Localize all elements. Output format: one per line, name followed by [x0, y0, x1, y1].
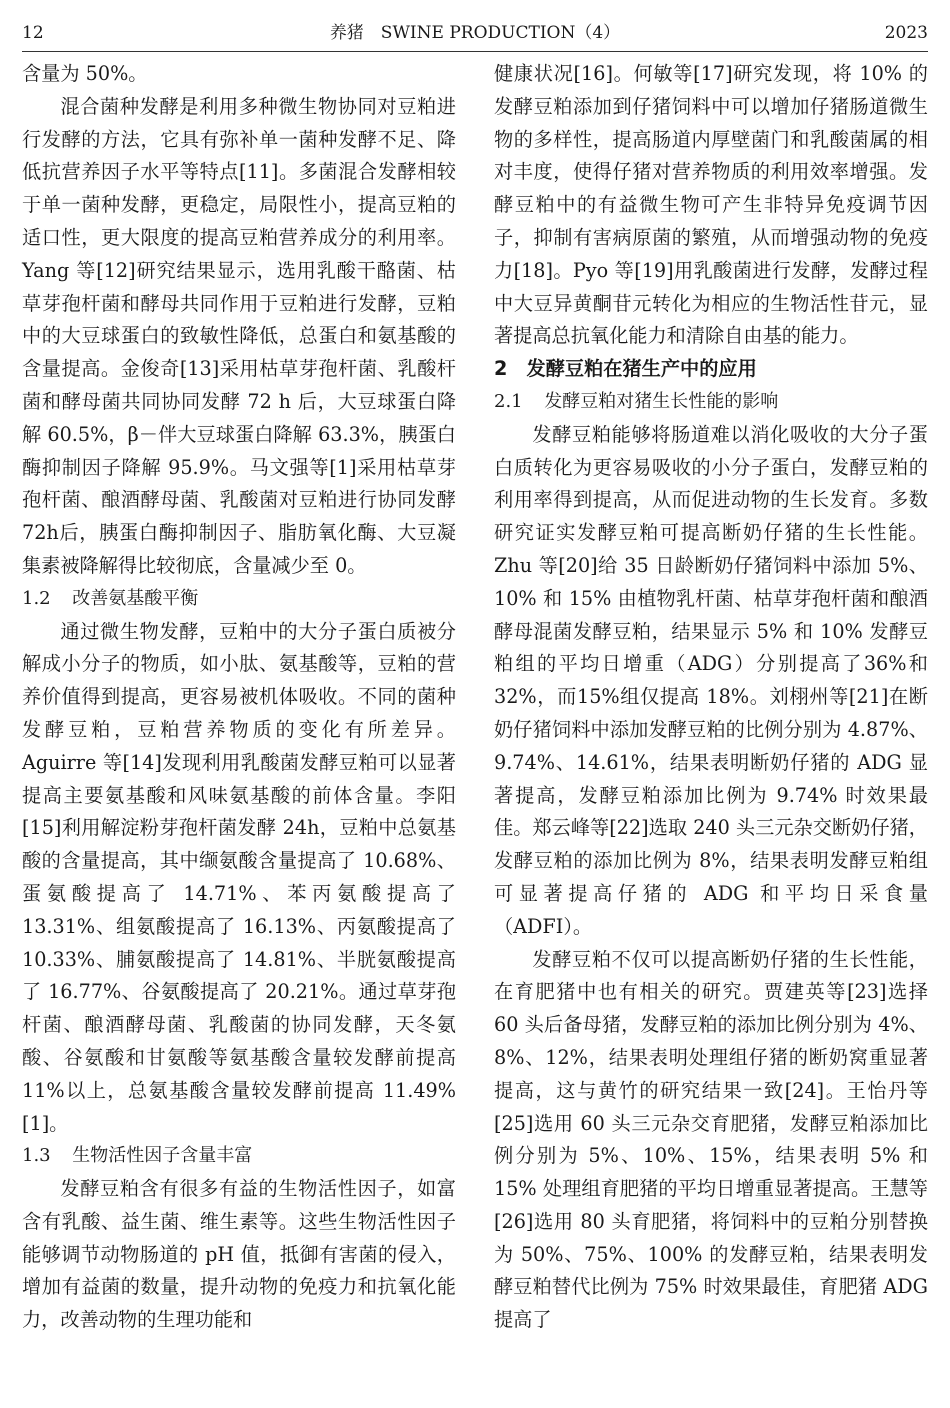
header-rule	[22, 51, 928, 52]
section-number: 1.2	[22, 587, 51, 609]
year: 2023	[884, 23, 928, 43]
section-heading-2: 2 发酵豆粕在猪生产中的应用	[494, 357, 757, 381]
paragraph: 发酵豆粕含有很多有益的生物活性因子，如富含有乳酸、益生菌、维生素等。这些生物活性因子能够调节动物肠道的 pH 值，抵御有害菌的侵入，增加有益菌的数量，提升动物的免疫力和抗氧化能力，改善动物的生理功能和	[22, 1177, 456, 1332]
paragraph: 发酵豆粕能够将肠道难以消化吸收的大分子蛋白质转化为更容易吸收的小分子蛋白，发酵豆粕的利用率得到提高，从而促进动物的生长发育。多数研究证实发酵豆粕可提高断奶仔猪的生长性能。Zhu 等[20]给 35 日龄断奶仔猪饲料中添加 5%、10% 和 15% 由植物乳杆菌、枯草芽孢杆菌和酿酒酵母混菌发酵豆粕，结果显示 5% 和 10% 发酵豆粕组的平均日增重（ADG）分别提高了36%和32%，而15%组仅提高 18%。刘栩州等[21]在断奶仔猪饲料中添加发酵豆粕的比例分别为 4.87%、9.74%、14.61%，结果表明断奶仔猪的 ADG 显著提高，发酵豆粕添加比例为 9.74% 时效果最佳。郑云峰等[22]选取 240 头三元杂交断奶仔猪，发酵豆粕的添加比例为 8%，结果表明发酵豆粕组可显著提高仔猪的 ADG 和平均日采食量（ADFI）。	[494, 422, 928, 938]
paragraph: 混合菌种发酵是利用多种微生物协同对豆粕进行发酵的方法，它具有弥补单一菌种发酵不足、降低抗营养因子水平等特点[11]。多菌混合发酵相较于单一菌种发酵，更稳定，局限性小，提高豆粕的适口性，更大限度的提高豆粕营养成分的利用率。Yang 等[12]研究结果显示，选用乳酸干酪菌、枯草芽孢杆菌和酵母共同作用于豆粕进行发酵，豆粕中的大豆球蛋白的致敏性降低，总蛋白和氨基酸的含量提高。金俊奇[13]采用枯草芽孢杆菌、乳酸杆菌和酵母菌共同协同发酵 72 h 后，大豆球蛋白降解 60.5%，β－伴大豆球蛋白降解 63.3%，胰蛋白酶抑制因子降解 95.9%。马文强等[1]采用枯草芽孢杆菌、酿酒酵母菌、乳酸菌对豆粕进行协同发酵72h后，胰蛋白酶抑制因子、脂肪氧化酶、大豆凝集素被降解得比较彻底，含量减少至 0。	[22, 94, 456, 577]
paragraph: 通过微生物发酵，豆粕中的大分子蛋白质被分解成小分子的物质，如小肽、氨基酸等，豆粕的营养价值得到提高，更容易被机体吸收。不同的菌种发酵豆粕，豆粕营养物质的变化有所差异。Aguirre 等[14]发现利用乳酸菌发酵豆粕可以显著提高主要氨基酸和风味氨基酸的前体含量。李阳[15]利用解淀粉芽孢杆菌发酵 24h，豆粕中总氨基酸的含量提高，其中缬氨酸含量提高了 10.68%、蛋氨酸提高了 14.71%、苯丙氨酸提高了 13.31%、组氨酸提高了 16.13%、丙氨酸提高了 10.33%、脯氨酸提高了 14.81%、半胱氨酸提高了 16.77%、谷氨酸提高了 20.21%。通过草芽孢杆菌、酿酒酵母菌、乳酸菌的协同发酵，天冬氨酸、谷氨酸和甘氨酸等氨基酸含量较发酵前提高 11%以上，总氨基酸含量较发酵前提高 11.49%[1]。	[22, 619, 456, 1135]
section-heading-2-1	[494, 386, 928, 419]
paragraph: 发酵豆粕不仅可以提高断奶仔猪的生长性能，在育肥猪中也有相关的研究。贾建英等[23]选择 60 头后备母猪，发酵豆粕的添加比例分别为 4%、8%、12%，结果表明处理组仔猪的断奶窝重显著提高，这与黄竹的研究结果一致[24]。王怡丹等[25]选用 60 头三元杂交育肥猪，发酵豆粕添加比例分别为 5%、10%、15%，结果表明 5% 和 15% 处理组育肥猪的平均日增重显著提高。王慧等[26]选用 80 头育肥猪，将饲料中的豆粕分别替换为 50%、75%、100% 的发酵豆粕，结果表明发酵豆粕替代比例为 75% 时效果最佳，育肥猪 ADG 提高了	[494, 947, 928, 1332]
section-title: 改善氨基酸平衡	[72, 587, 199, 609]
right-column	[494, 58, 928, 1337]
section-number: 1.3	[22, 1145, 51, 1167]
running-header	[22, 18, 928, 48]
section-number: 2.1	[494, 390, 523, 412]
paragraph: 含量为 50%。	[22, 62, 148, 85]
page-number: 12	[22, 23, 44, 43]
section-heading-1-2	[22, 583, 456, 616]
section-title: 生物活性因子含量丰富	[72, 1145, 253, 1167]
paragraph: 健康状况[16]。何敏等[17]研究发现，将 10% 的发酵豆粕添加到仔猪饲料中可以增加仔猪肠道微生物的多样性，提高肠道内厚壁菌门和乳酸菌属的相对丰度，使得仔猪对营养物质的利用效率增强。发酵豆粕中的有益微生物可产生非特异免疫调节因子，抑制有害病原菌的繁殖，从而增强动物的免疫力[18]。Pyo 等[19]用乳酸菌进行发酵，发酵过程中大豆异黄酮苷元转化为相应的生物活性苷元，显著提高总抗氧化能力和清除自由基的能力。	[494, 62, 928, 348]
section-title: 发酵豆粕对猪生长性能的影响	[544, 390, 779, 412]
journal-title: 养猪 SWINE PRODUCTION（4）	[329, 23, 621, 43]
left-column	[22, 58, 456, 1337]
section-heading-1-3	[22, 1140, 456, 1173]
